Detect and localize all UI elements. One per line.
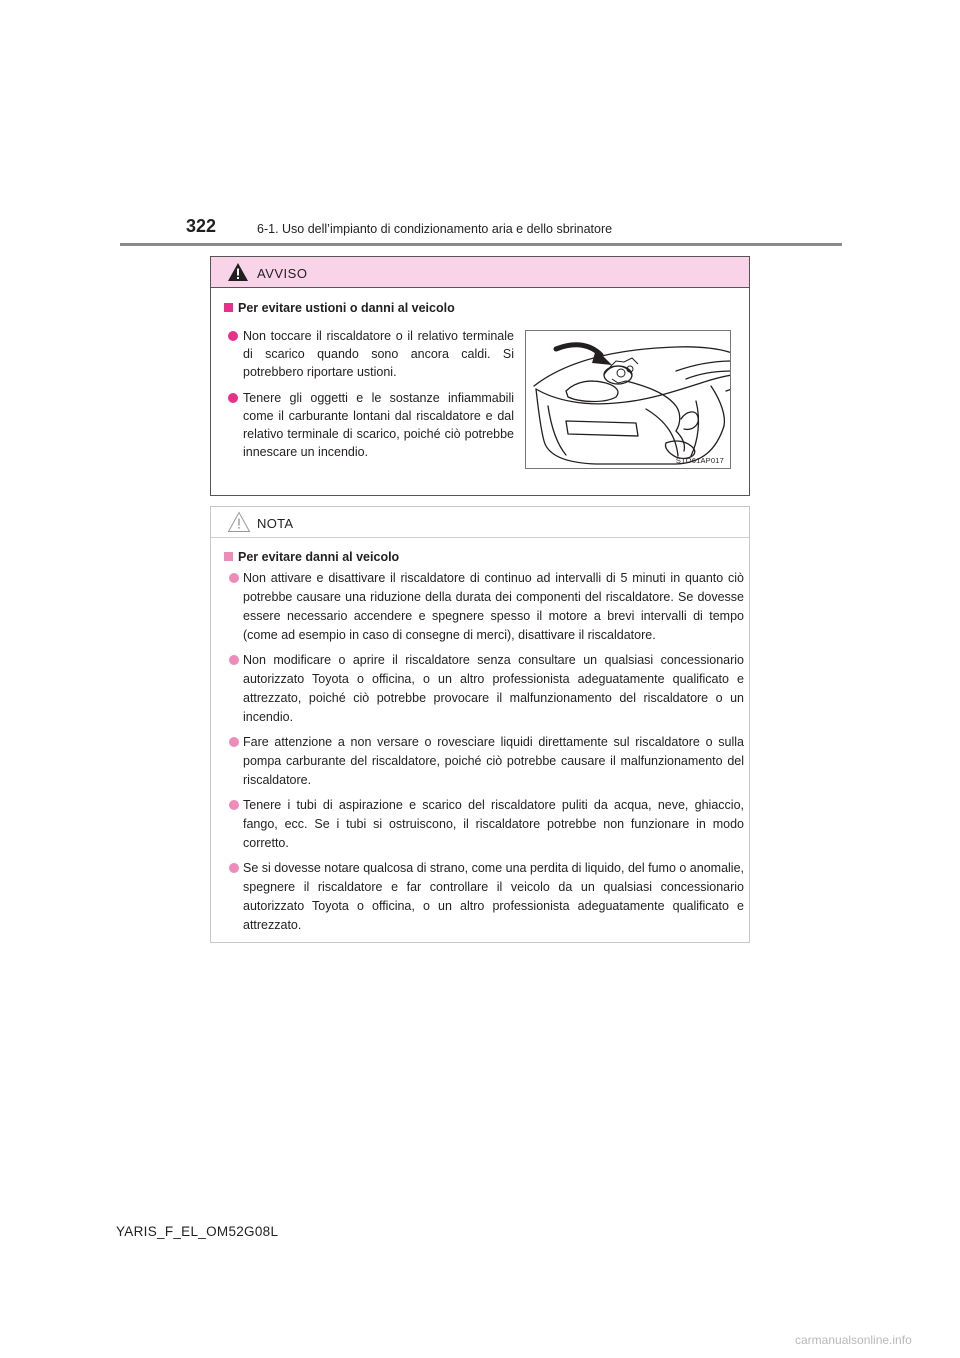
bullet-icon (229, 800, 239, 810)
bullet-icon (229, 655, 239, 665)
note-item: Fare attenzione a non versare o rovesciare liquidi direttamente sul riscaldatore o sulla pompa carburante del riscaldatore, poiché ciò potrebbe causare il malfunzionamento del riscaldatore. (229, 733, 744, 790)
note-box (210, 506, 750, 943)
note-item: Non attivare e disattivare il riscaldatore di continuo ad intervalli di 5 minuti in quanto ciò potrebbe causare una riduzione della durata dei componenti del riscaldatore. Se dovesse essere necessario accendere e spegnere spesso il motore a brevi intervalli di tempo (come ad esempio in caso di consegne di merci), disattivare il riscaldatore. (229, 569, 744, 645)
square-bullet-icon (224, 303, 233, 312)
note-item: Tenere i tubi di aspirazione e scarico del riscaldatore puliti da acqua, neve, ghiaccio, fango, ecc. Se i tubi si ostruiscono, il riscaldatore potrebbe non funzionare in modo corretto. (229, 796, 744, 853)
bullet-icon (229, 573, 239, 583)
warning-box (210, 256, 750, 496)
note-header (211, 507, 749, 538)
warning-item: Non toccare il riscaldatore o il relativo terminale di scarico quando sono ancora caldi. Si potrebbero riportare ustioni. (228, 327, 514, 381)
warning-item: Tenere gli oggetti e le sostanze infiammabili come il carburante lontani dal riscaldatore e dal relativo terminale di scarico, poiché ciò potrebbe innescare un incendio. (228, 389, 514, 461)
warning-label: AVVISO (257, 266, 308, 281)
header-divider (120, 243, 842, 246)
bullet-icon (228, 331, 238, 341)
note-subtitle: Per evitare danni al veicolo (224, 550, 399, 564)
note-label: NOTA (257, 516, 294, 531)
section-title: 6-1. Uso dell’impianto di condizionamento aria e dello sbrinatore (257, 222, 613, 236)
square-bullet-icon (224, 552, 233, 561)
page-header (0, 0, 960, 250)
watermark[interactable]: carmanualsonline.info (795, 1333, 912, 1347)
bullet-icon (229, 863, 239, 873)
note-list (229, 569, 744, 941)
note-item: Non modificare o aprire il riscaldatore senza consultare un qualsiasi concessionario autorizzato Toyota o officina, o un altro professionista adeguatamente qualificato e attrezzato, poiché ciò potrebbe provocare il malfunzionamento del riscaldatore o un incendio. (229, 651, 744, 727)
heater-illustration (525, 330, 731, 469)
bullet-icon (229, 737, 239, 747)
warning-header (211, 257, 749, 288)
warning-list (228, 327, 514, 469)
warning-subtitle: Per evitare ustioni o danni al veicolo (224, 301, 455, 315)
figure-code: STO61AP017 (675, 456, 724, 465)
car-front-heater-illustration (526, 331, 731, 469)
caution-triangle-icon (227, 511, 251, 533)
warning-triangle-icon (227, 262, 249, 282)
document-code: YARIS_F_EL_OM52G08L (116, 1224, 279, 1239)
note-item: Se si dovesse notare qualcosa di strano, come una perdita di liquido, del fumo o anomalie, spegnere il riscaldatore e far controllare il veicolo da un qualsiasi concessionario autorizzato Toyota o officina, o un altro professionista adeguatamente qualificato e attrezzato. (229, 859, 744, 935)
bullet-icon (228, 393, 238, 403)
page-number: 322 (186, 216, 217, 236)
